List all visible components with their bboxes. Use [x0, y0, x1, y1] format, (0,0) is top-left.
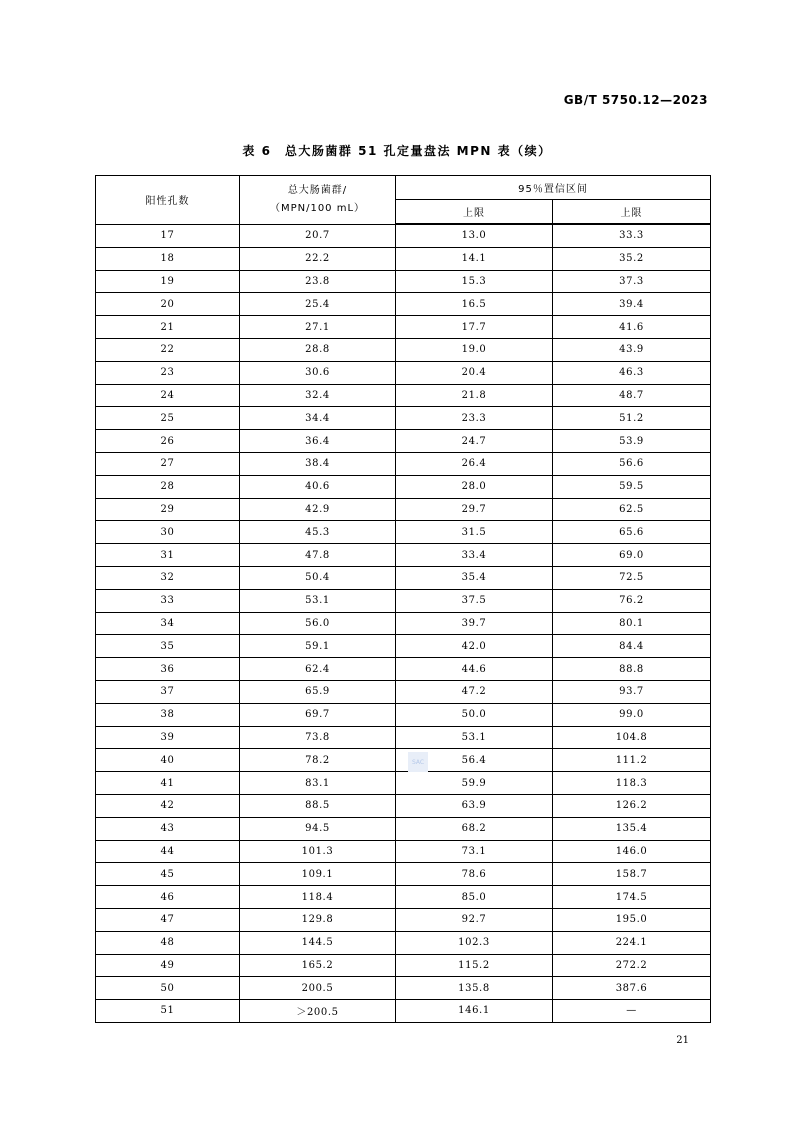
cell-positive-wells: 36	[96, 658, 240, 681]
cell-mpn: 109.1	[240, 863, 396, 886]
cell-upper: 272.2	[553, 954, 711, 977]
cell-mpn: 30.6	[240, 361, 396, 384]
cell-mpn: 59.1	[240, 635, 396, 658]
cell-positive-wells: 43	[96, 817, 240, 840]
cell-positive-wells: 22	[96, 338, 240, 361]
cell-positive-wells: 40	[96, 749, 240, 772]
cell-lower: 92.7	[396, 908, 553, 931]
cell-mpn: 40.6	[240, 475, 396, 498]
cell-positive-wells: 18	[96, 247, 240, 270]
cell-lower: 59.9	[396, 772, 553, 795]
cell-upper: 37.3	[553, 270, 711, 293]
table-row	[96, 635, 711, 658]
cell-mpn: 27.1	[240, 316, 396, 339]
cell-mpn: 23.8	[240, 270, 396, 293]
cell-mpn: 94.5	[240, 817, 396, 840]
cell-upper: 69.0	[553, 544, 711, 567]
cell-upper: 41.6	[553, 316, 711, 339]
table-row	[96, 749, 711, 772]
cell-upper: 111.2	[553, 749, 711, 772]
cell-lower: 20.4	[396, 361, 553, 384]
cell-upper: 158.7	[553, 863, 711, 886]
cell-lower: 39.7	[396, 612, 553, 635]
cell-positive-wells: 39	[96, 726, 240, 749]
cell-upper: 88.8	[553, 658, 711, 681]
cell-mpn: 32.4	[240, 384, 396, 407]
cell-mpn: 50.4	[240, 566, 396, 589]
table-row	[96, 886, 711, 909]
page-number: 21	[676, 1035, 689, 1046]
cell-mpn: 165.2	[240, 954, 396, 977]
table-row	[96, 794, 711, 817]
table-row	[96, 338, 711, 361]
cell-lower: 44.6	[396, 658, 553, 681]
table-row	[96, 430, 711, 453]
cell-mpn: ＞200.5	[240, 1000, 396, 1023]
cell-lower: 42.0	[396, 635, 553, 658]
cell-lower: 146.1	[396, 1000, 553, 1023]
cell-lower: 29.7	[396, 498, 553, 521]
cell-positive-wells: 41	[96, 772, 240, 795]
table-row	[96, 863, 711, 886]
cell-lower: 85.0	[396, 886, 553, 909]
cell-positive-wells: 27	[96, 452, 240, 475]
cell-lower: 13.0	[396, 224, 553, 247]
header-upper-limit: 上限	[553, 200, 711, 225]
cell-lower: 37.5	[396, 589, 553, 612]
cell-positive-wells: 34	[96, 612, 240, 635]
header-total-coliform-line1: 总大肠菌群/	[287, 184, 348, 196]
cell-mpn: 22.2	[240, 247, 396, 270]
cell-lower: 16.5	[396, 293, 553, 316]
table-row	[96, 931, 711, 954]
table-row	[96, 224, 711, 247]
cell-upper: —	[553, 1000, 711, 1023]
cell-lower: 33.4	[396, 544, 553, 567]
cell-upper: 72.5	[553, 566, 711, 589]
table-row	[96, 384, 711, 407]
cell-lower: 115.2	[396, 954, 553, 977]
cell-mpn: 200.5	[240, 977, 396, 1000]
table-row	[96, 407, 711, 430]
cell-positive-wells: 28	[96, 475, 240, 498]
cell-upper: 33.3	[553, 224, 711, 247]
cell-lower: 24.7	[396, 430, 553, 453]
cell-upper: 43.9	[553, 338, 711, 361]
cell-upper: 195.0	[553, 908, 711, 931]
header-positive-wells: 阳性孔数	[96, 176, 240, 225]
cell-upper: 387.6	[553, 977, 711, 1000]
table-row	[96, 977, 711, 1000]
cell-lower: 102.3	[396, 931, 553, 954]
table-row	[96, 316, 711, 339]
table-row	[96, 658, 711, 681]
cell-lower: 56.4	[396, 749, 553, 772]
cell-lower: 78.6	[396, 863, 553, 886]
cell-positive-wells: 25	[96, 407, 240, 430]
cell-upper: 126.2	[553, 794, 711, 817]
table-row	[96, 566, 711, 589]
cell-upper: 59.5	[553, 475, 711, 498]
cell-positive-wells: 45	[96, 863, 240, 886]
cell-lower: 28.0	[396, 475, 553, 498]
cell-positive-wells: 49	[96, 954, 240, 977]
cell-upper: 99.0	[553, 703, 711, 726]
table-row	[96, 544, 711, 567]
cell-lower: 63.9	[396, 794, 553, 817]
cell-mpn: 65.9	[240, 680, 396, 703]
table-row	[96, 270, 711, 293]
cell-positive-wells: 47	[96, 908, 240, 931]
mpn-table	[95, 175, 711, 1023]
cell-lower: 68.2	[396, 817, 553, 840]
cell-mpn: 78.2	[240, 749, 396, 772]
header-confidence-interval: 95％置信区间	[396, 176, 711, 200]
table-row	[96, 772, 711, 795]
cell-mpn: 47.8	[240, 544, 396, 567]
cell-mpn: 34.4	[240, 407, 396, 430]
cell-positive-wells: 19	[96, 270, 240, 293]
cell-positive-wells: 37	[96, 680, 240, 703]
cell-lower: 17.7	[396, 316, 553, 339]
table-row	[96, 452, 711, 475]
table-row	[96, 612, 711, 635]
cell-lower: 53.1	[396, 726, 553, 749]
table-row	[96, 1000, 711, 1023]
cell-positive-wells: 42	[96, 794, 240, 817]
cell-mpn: 25.4	[240, 293, 396, 316]
table-body	[96, 224, 711, 1022]
cell-upper: 118.3	[553, 772, 711, 795]
cell-mpn: 144.5	[240, 931, 396, 954]
table-row	[96, 817, 711, 840]
cell-positive-wells: 35	[96, 635, 240, 658]
cell-upper: 76.2	[553, 589, 711, 612]
cell-mpn: 118.4	[240, 886, 396, 909]
table-row	[96, 726, 711, 749]
header-total-coliform	[240, 176, 396, 225]
cell-mpn: 45.3	[240, 521, 396, 544]
cell-lower: 26.4	[396, 452, 553, 475]
cell-upper: 53.9	[553, 430, 711, 453]
cell-upper: 224.1	[553, 931, 711, 954]
sac-watermark-logo	[408, 752, 428, 772]
cell-upper: 84.4	[553, 635, 711, 658]
cell-mpn: 42.9	[240, 498, 396, 521]
cell-positive-wells: 20	[96, 293, 240, 316]
cell-mpn: 28.8	[240, 338, 396, 361]
cell-positive-wells: 51	[96, 1000, 240, 1023]
cell-mpn: 88.5	[240, 794, 396, 817]
cell-lower: 47.2	[396, 680, 553, 703]
table-row	[96, 361, 711, 384]
header-total-coliform-line2: （MPN/100 mL）	[269, 202, 366, 214]
cell-positive-wells: 38	[96, 703, 240, 726]
cell-mpn: 101.3	[240, 840, 396, 863]
table-row	[96, 475, 711, 498]
cell-positive-wells: 21	[96, 316, 240, 339]
table-row	[96, 840, 711, 863]
table-row	[96, 247, 711, 270]
cell-positive-wells: 46	[96, 886, 240, 909]
cell-lower: 19.0	[396, 338, 553, 361]
cell-lower: 35.4	[396, 566, 553, 589]
cell-mpn: 20.7	[240, 224, 396, 247]
cell-mpn: 53.1	[240, 589, 396, 612]
cell-lower: 23.3	[396, 407, 553, 430]
cell-positive-wells: 32	[96, 566, 240, 589]
cell-upper: 39.4	[553, 293, 711, 316]
cell-lower: 31.5	[396, 521, 553, 544]
cell-upper: 62.5	[553, 498, 711, 521]
cell-positive-wells: 26	[96, 430, 240, 453]
cell-mpn: 83.1	[240, 772, 396, 795]
table-row	[96, 498, 711, 521]
cell-lower: 73.1	[396, 840, 553, 863]
cell-positive-wells: 48	[96, 931, 240, 954]
cell-upper: 46.3	[553, 361, 711, 384]
cell-positive-wells: 50	[96, 977, 240, 1000]
table-row	[96, 589, 711, 612]
cell-lower: 50.0	[396, 703, 553, 726]
cell-mpn: 56.0	[240, 612, 396, 635]
cell-positive-wells: 31	[96, 544, 240, 567]
cell-positive-wells: 24	[96, 384, 240, 407]
cell-mpn: 38.4	[240, 452, 396, 475]
cell-upper: 135.4	[553, 817, 711, 840]
table-row	[96, 680, 711, 703]
table-row	[96, 293, 711, 316]
cell-upper: 35.2	[553, 247, 711, 270]
cell-upper: 48.7	[553, 384, 711, 407]
cell-upper: 104.8	[553, 726, 711, 749]
cell-upper: 51.2	[553, 407, 711, 430]
table-row	[96, 908, 711, 931]
cell-lower: 21.8	[396, 384, 553, 407]
cell-upper: 93.7	[553, 680, 711, 703]
table-row	[96, 703, 711, 726]
document-code: GB/T 5750.12—2023	[563, 93, 708, 107]
cell-mpn: 73.8	[240, 726, 396, 749]
watermark-text: SAC	[411, 758, 425, 766]
cell-mpn: 69.7	[240, 703, 396, 726]
header-lower-limit: 上限	[396, 200, 553, 225]
cell-positive-wells: 29	[96, 498, 240, 521]
cell-upper: 65.6	[553, 521, 711, 544]
cell-lower: 135.8	[396, 977, 553, 1000]
cell-mpn: 36.4	[240, 430, 396, 453]
cell-positive-wells: 23	[96, 361, 240, 384]
cell-upper: 56.6	[553, 452, 711, 475]
cell-positive-wells: 44	[96, 840, 240, 863]
cell-mpn: 62.4	[240, 658, 396, 681]
cell-positive-wells: 33	[96, 589, 240, 612]
cell-upper: 174.5	[553, 886, 711, 909]
cell-positive-wells: 17	[96, 224, 240, 247]
cell-upper: 146.0	[553, 840, 711, 863]
table-row	[96, 521, 711, 544]
cell-lower: 14.1	[396, 247, 553, 270]
cell-positive-wells: 30	[96, 521, 240, 544]
table-row	[96, 954, 711, 977]
cell-lower: 15.3	[396, 270, 553, 293]
cell-mpn: 129.8	[240, 908, 396, 931]
table-title: 表 6 总大肠菌群 51 孔定量盘法 MPN 表（续）	[242, 144, 552, 158]
cell-upper: 80.1	[553, 612, 711, 635]
